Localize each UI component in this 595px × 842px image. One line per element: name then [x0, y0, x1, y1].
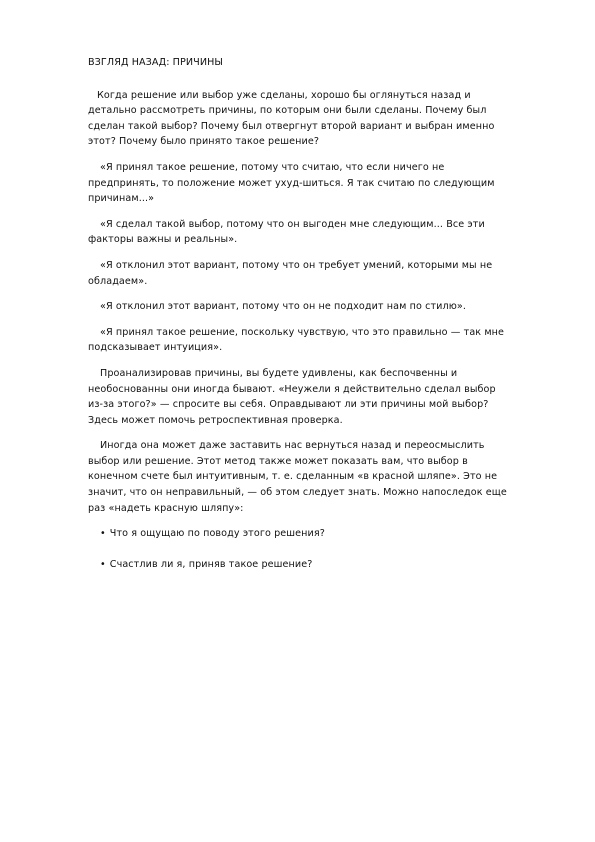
bullet-symbol: •: [100, 558, 106, 570]
list-item: [88, 526, 511, 542]
paragraph-quote-2: «Я сделал такой выбор, потому что он выгоден мне следующим... Все эти факторы важны и реальны».: [88, 218, 485, 246]
bullet-text: Счастлив ли я, приняв такое решение?: [109, 558, 313, 570]
paragraph-rethink: Иногда она может даже заставить нас вернуться назад и переосмыслить выбор или решение. Этот метод также может показать вам, что выбор в конечном счете был интуитивным, т. е. сделанным «в красной шляпе». Это не значит, что он неправильный, — об этом следует знать. Можно напоследок еще раз «надеть красную шляпу»:: [88, 440, 507, 514]
paragraph-quote-3: «Я отклонил этот вариант, потому что он требует умений, которыми мы не обладаем».: [88, 259, 493, 287]
document-title: ВЗГЛЯД НАЗАД: ПРИЧИНЫ: [88, 57, 223, 68]
bullet-symbol: •: [100, 528, 106, 540]
document-body: [88, 55, 511, 587]
paragraph-intro: Когда решение или выбор уже сделаны, хорошо бы оглянуться назад и детально рассмотреть причины, по которым они были сделаны. Почему был сделан такой выбор? Почему был отвергнут второй вариант и выбран именно этот? Почему было принято такое решение?: [88, 89, 495, 148]
list-item: [88, 557, 511, 573]
paragraph-analysis: Проанализировав причины, вы будете удивлены, как беспочвенны и необоснованны они иногда бывают. «Неужели я действительно сделал выбор из-за этого?» — спросите вы себя. Оправдывают ли эти причины мой выбор? Здесь может помочь ретроспективная проверка.: [88, 367, 496, 426]
bullet-text: Что я ощущаю по поводу этого решения?: [109, 528, 325, 540]
paragraph-quote-1: «Я принял такое решение, потому что считаю, что если ничего не предпринять, то положение может ухуд-шиться. Я так считаю по следующим причинам...»: [88, 161, 495, 205]
paragraph-quote-5: «Я принял такое решение, поскольку чувствую, что это правильно — так мне подсказывает интуиция».: [88, 326, 505, 354]
bullet-list: [88, 526, 511, 572]
paragraph-quote-4: «Я отклонил этот вариант, потому что он не подходит нам по стилю».: [100, 301, 467, 313]
